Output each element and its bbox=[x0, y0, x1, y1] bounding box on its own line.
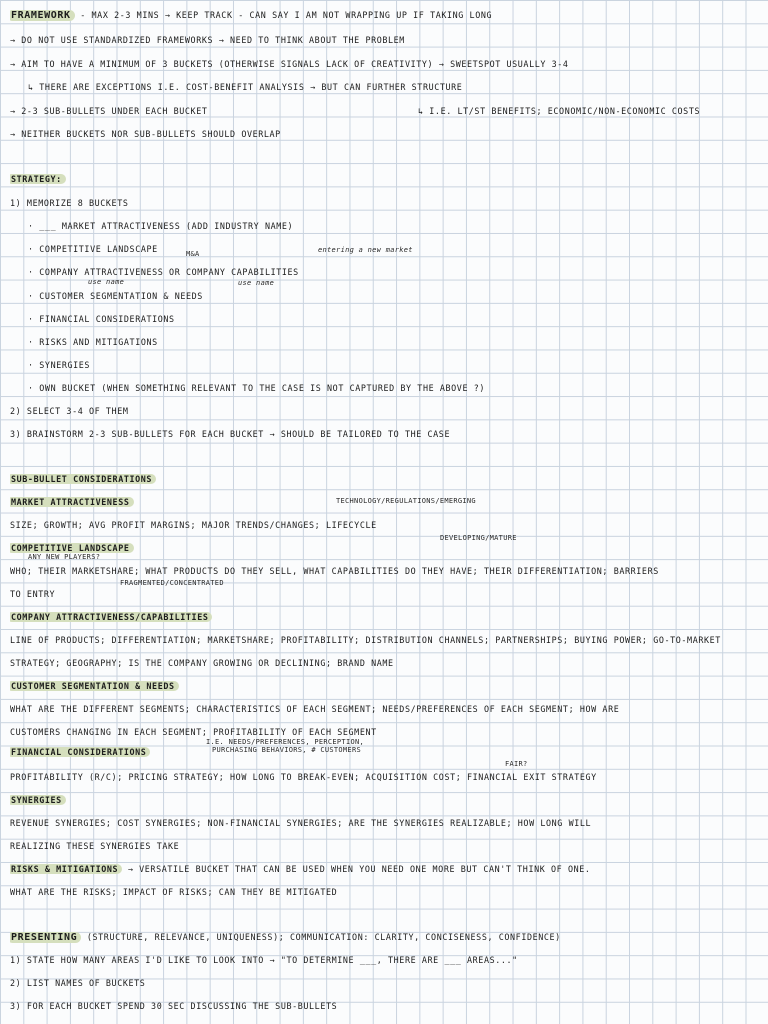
strategy-bucket-1: · ___ MARKET ATTRACTIVENESS (ADD INDUSTRY NAME) bbox=[28, 221, 294, 231]
financial-heading: FINANCIAL CONSIDERATIONS bbox=[10, 747, 150, 757]
risks-line-1 bbox=[10, 864, 760, 875]
synergies-text-1: REVENUE SYNERGIES; COST SYNERGIES; NON-FINANCIAL SYNERGIES; ARE THE SYNERGIES REALIZABLE; HOW LONG WILL bbox=[10, 818, 592, 828]
competitive-heading: COMPETITIVE LANDSCAPE bbox=[10, 543, 134, 553]
subbullet-heading-line bbox=[10, 474, 760, 485]
customer-heading: CUSTOMER SEGMENTATION & NEEDS bbox=[10, 681, 179, 691]
strategy-bucket-3: · COMPANY ATTRACTIVENESS OR COMPANY CAPABILITIES bbox=[28, 267, 299, 277]
framework-text-1: - MAX 2-3 MINS → KEEP TRACK - CAN SAY I AM NOT WRAPPING UP IF TAKING LONG bbox=[80, 10, 493, 20]
company-heading: COMPANY ATTRACTIVENESS/CAPABILITIES bbox=[10, 612, 212, 622]
note-market-trends: TECHNOLOGY/REGULATIONS/EMERGING bbox=[336, 497, 476, 505]
risks-text-2: WHAT ARE THE RISKS; IMPACT OF RISKS; CAN THEY BE MITIGATED bbox=[10, 887, 338, 897]
note-use-name-1: use name bbox=[88, 278, 125, 286]
customer-heading-line bbox=[10, 681, 760, 692]
note-fragmented: FRAGMENTED/CONCENTRATED bbox=[120, 579, 224, 587]
note-fair: FAIR? bbox=[505, 760, 528, 768]
framework-heading: FRAMEWORK bbox=[10, 10, 75, 21]
note-use-name-2: use name bbox=[238, 279, 275, 287]
note-needs-2: PURCHASING BEHAVIORS, # CUSTOMERS bbox=[212, 746, 361, 754]
note-needs-1: I.E. NEEDS/PREFERENCES, PERCEPTION, bbox=[206, 738, 365, 746]
framework-line-5a: → 2-3 SUB-BULLETS UNDER EACH BUCKET bbox=[10, 106, 208, 116]
synergies-heading-line bbox=[10, 795, 760, 806]
company-heading-line bbox=[10, 612, 760, 623]
strategy-heading-line bbox=[10, 174, 760, 185]
presenting-heading: PRESENTING bbox=[10, 932, 81, 943]
customer-text-2: CUSTOMERS CHANGING IN EACH SEGMENT; PROFITABILITY OF EACH SEGMENT bbox=[10, 727, 377, 737]
strategy-step-1: 1) MEMORIZE 8 BUCKETS bbox=[10, 198, 129, 208]
risks-heading: RISKS & MITIGATIONS bbox=[10, 864, 122, 874]
financial-heading-line bbox=[10, 747, 760, 758]
presenting-subtitle: (STRUCTURE, RELEVANCE, UNIQUENESS); COMMUNICATION: CLARITY, CONCISENESS, CONFIDENCE) bbox=[86, 932, 561, 942]
strategy-bucket-5: · FINANCIAL CONSIDERATIONS bbox=[28, 314, 175, 324]
synergies-heading: SYNERGIES bbox=[10, 795, 66, 805]
strategy-bucket-7: · SYNERGIES bbox=[28, 360, 91, 370]
note-new-market: entering a new market bbox=[318, 246, 413, 254]
strategy-step-2: 2) SELECT 3-4 OF THEM bbox=[10, 406, 129, 416]
synergies-text-2: REALIZING THESE SYNERGIES TAKE bbox=[10, 841, 180, 851]
note-new-players: ANY NEW PLAYERS? bbox=[28, 553, 101, 561]
presenting-step-1: 1) STATE HOW MANY AREAS I'D LIKE TO LOOK INTO → "TO DETERMINE ___, THERE ARE ___ AREAS..." bbox=[10, 955, 518, 965]
presenting-step-3: 3) FOR EACH BUCKET SPEND 30 SEC DISCUSSING THE SUB-BULLETS bbox=[10, 1001, 338, 1011]
customer-text-1: WHAT ARE THE DIFFERENT SEGMENTS; CHARACTERISTICS OF EACH SEGMENT; NEEDS/PREFERENCES OF EACH SEGMENT; HOW ARE bbox=[10, 704, 620, 714]
competitive-text-1: WHO; THEIR MARKETSHARE; WHAT PRODUCTS DO THEY SELL, WHAT CAPABILITIES DO THEY HAVE; THEIR DIFFERENTIATION; BARRIERS bbox=[10, 566, 659, 576]
framework-line-1 bbox=[10, 10, 760, 21]
company-text-2: STRATEGY; GEOGRAPHY; IS THE COMPANY GROWING OR DECLINING; BRAND NAME bbox=[10, 658, 394, 668]
presenting-step-2: 2) LIST NAMES OF BUCKETS bbox=[10, 978, 146, 988]
note-mna: M&A bbox=[186, 250, 200, 258]
company-text-1: LINE OF PRODUCTS; DIFFERENTIATION; MARKETSHARE; PROFITABILITY; DISTRIBUTION CHANNELS; PARTNERSHIPS; BUYING POWER; GO-TO-MARKET bbox=[10, 635, 721, 645]
competitive-text-2: TO ENTRY bbox=[10, 589, 56, 599]
framework-line-6: → NEITHER BUCKETS NOR SUB-BULLETS SHOULD OVERLAP bbox=[10, 129, 281, 139]
strategy-bucket-4: · CUSTOMER SEGMENTATION & NEEDS bbox=[28, 291, 203, 301]
strategy-heading: STRATEGY: bbox=[10, 174, 66, 184]
strategy-bucket-8: · OWN BUCKET (WHEN SOMETHING RELEVANT TO THE CASE IS NOT CAPTURED BY THE ABOVE ?) bbox=[28, 383, 486, 393]
framework-line-2: → DO NOT USE STANDARDIZED FRAMEWORKS → NEED TO THINK ABOUT THE PROBLEM bbox=[10, 35, 405, 45]
framework-line-3: → AIM TO HAVE A MINIMUM OF 3 BUCKETS (OTHERWISE SIGNALS LACK OF CREATIVITY) → SWEETSPOT USUALLY 3-4 bbox=[10, 59, 569, 69]
risks-text-1: → VERSATILE BUCKET THAT CAN BE USED WHEN YOU NEED ONE MORE BUT CAN'T THINK OF ONE. bbox=[127, 864, 591, 874]
market-text: SIZE; GROWTH; AVG PROFIT MARGINS; MAJOR TRENDS/CHANGES; LIFECYCLE bbox=[10, 520, 377, 530]
note-lifecycle: DEVELOPING/MATURE bbox=[440, 534, 517, 542]
competitive-heading-line bbox=[10, 543, 760, 554]
strategy-bucket-6: · RISKS AND MITIGATIONS bbox=[28, 337, 158, 347]
market-heading: MARKET ATTRACTIVENESS bbox=[10, 497, 134, 507]
financial-text: PROFITABILITY (R/C); PRICING STRATEGY; HOW LONG TO BREAK-EVEN; ACQUISITION COST; FINANCIAL EXIT STRATEGY bbox=[10, 772, 597, 782]
strategy-bucket-2: · COMPETITIVE LANDSCAPE bbox=[28, 244, 158, 254]
presenting-heading-line bbox=[10, 932, 760, 943]
strategy-step-3: 3) BRAINSTORM 2-3 SUB-BULLETS FOR EACH BUCKET → SHOULD BE TAILORED TO THE CASE bbox=[10, 429, 451, 439]
framework-line-4: ↳ THERE ARE EXCEPTIONS I.E. COST-BENEFIT ANALYSIS → BUT CAN FURTHER STRUCTURE bbox=[28, 82, 463, 92]
subbullet-heading: SUB-BULLET CONSIDERATIONS bbox=[10, 474, 156, 484]
framework-line-5b: ↳ I.E. LT/ST BENEFITS; ECONOMIC/NON-ECONOMIC COSTS bbox=[418, 106, 701, 116]
